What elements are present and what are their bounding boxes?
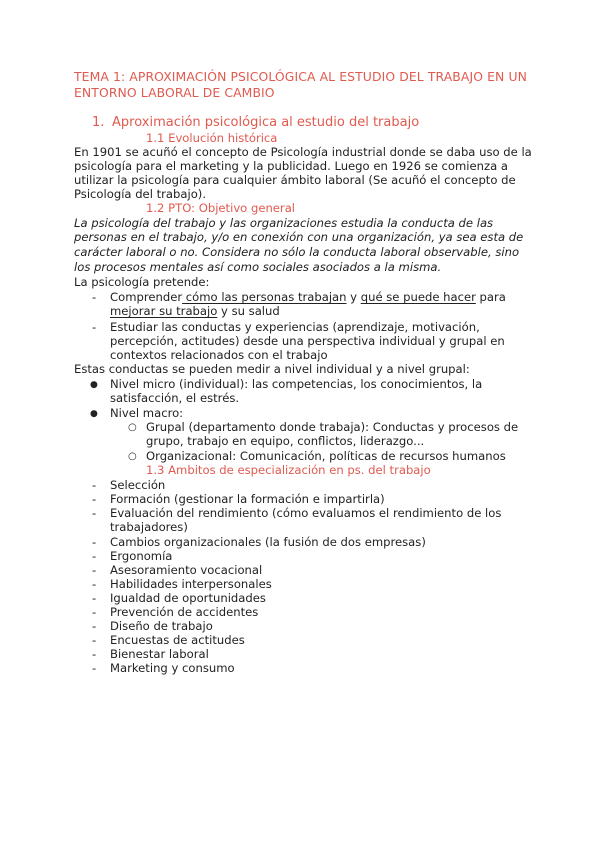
ambito-item: Asesoramiento vocacional [110,563,263,577]
paragraph-line: psicología para el marketing y la publicidad. Luego en 1926 se comienza a [74,159,508,173]
pretende-item-2-line: contextos relacionados con el trabajo [110,348,328,362]
section-1-label: Aproximación psicológica al estudio del trabajo [112,115,420,130]
italic-paragraph-line: personas en el trabajo, y/o en conexión con una organización, ya sea esta de [74,230,524,244]
ambito-item: Evaluación del rendimiento (cómo evaluamos el rendimiento de los [110,506,502,520]
macro-label: Nivel macro: [110,406,184,420]
text-run: y su salud [217,304,280,318]
paragraph-line: utilizar la psicología para cualquier ámbito laboral (Se acuñó el concepto de [74,173,516,187]
pretende-item-1-line-1 [110,290,506,304]
micro-line: satisfacción, el estrés. [110,391,240,405]
dash-bullet: - [92,290,97,304]
dash-bullet: - [92,506,97,520]
organizacional-line: Organizacional: Comunicación, políticas de recursos humanos [146,449,506,463]
text-run: para [475,290,506,304]
subheading-1-3: 1.3 Ambitos de especialización en ps. del trabajo [146,463,431,477]
levels-intro: Estas conductas se pueden medir a nivel individual y a nivel grupal: [74,362,470,376]
subheading-1-1: 1.1 Evolución histórica [146,131,278,145]
bullet-icon: ● [90,380,98,390]
dash-bullet: - [92,535,97,549]
subheading-1-2: 1.2 PTO: Objetivo general [146,201,296,215]
dash-bullet: - [92,633,97,647]
dash-bullet: - [92,549,97,563]
dash-bullet: - [92,605,97,619]
grupal-line: grupo, trabajo en equipo, conflictos, liderazgo... [146,434,425,448]
ambito-item: Marketing y consumo [110,661,235,675]
title-line-2: ENTORNO LABORAL DE CAMBIO [74,85,275,100]
pretende-item-1-line-2 [110,304,280,318]
ambito-item-continuation: trabajadores) [110,520,188,534]
text-run: y [346,290,361,304]
paragraph-line: Psicología del trabajo). [74,187,207,201]
ambito-item: Cambios organizacionales (la fusión de dos empresas) [110,535,426,549]
dash-bullet: - [92,478,97,492]
dash-bullet: - [92,661,97,675]
circle-bullet-icon: ○ [128,451,137,462]
dash-bullet: - [92,563,97,577]
dash-bullet: - [92,577,97,591]
document-title [74,69,534,101]
ambito-item: Bienestar laboral [110,647,209,661]
pretende-intro: La psicología pretende: [74,275,210,289]
underlined-text: qué se puede hacer [360,290,476,304]
text-run: Comprender [110,290,183,304]
italic-paragraph-line: carácter laboral o no. Considera no sólo la conducta laboral observable, sino [74,245,520,259]
italic-paragraph-line: los procesos mentales así como sociales asociados a la misma. [74,260,442,274]
dash-bullet: - [92,647,97,661]
grupal-line: Grupal (departamento donde trabaja): Conductas y procesos de [146,420,519,434]
ambito-item: Prevención de accidentes [110,605,259,619]
dash-bullet: - [92,492,97,506]
ambito-item: Diseño de trabajo [110,619,213,633]
section-1-number: 1. [92,115,105,130]
title-line-1: TEMA 1: APROXIMACIÓN PSICOLÓGICA AL ESTUDIO DEL TRABAJO EN UN [74,69,528,84]
paragraph-line: En 1901 se acuñó el concepto de Psicología industrial donde se daba uso de la [74,145,532,159]
ambito-item: Habilidades interpersonales [110,577,272,591]
pretende-item-2-line: percepción, actitudes) desde una perspectiva individual y grupal en [110,334,505,348]
ambito-item: Encuestas de actitudes [110,633,245,647]
dash-bullet: - [92,619,97,633]
ambito-item: Selección [110,478,166,492]
italic-paragraph-line: La psicología del trabajo y las organizaciones estudia la conducta de las [74,216,494,230]
ambito-item: Formación (gestionar la formación e impartirla) [110,492,385,506]
ambito-item: Ergonomía [110,549,173,563]
underlined-text: mejorar su trabajo [110,304,218,318]
dash-bullet: - [92,591,97,605]
underlined-text: cómo las personas trabajan [182,290,347,304]
dash-bullet: - [92,320,97,334]
ambito-item: Igualdad de oportunidades [110,591,266,605]
bullet-icon: ● [90,409,98,419]
micro-line: Nivel micro (individual): las competencias, los conocimientos, la [110,377,483,391]
circle-bullet-icon: ○ [128,422,137,433]
pretende-item-2-line: Estudiar las conductas y experiencias (aprendizaje, motivación, [110,320,480,334]
